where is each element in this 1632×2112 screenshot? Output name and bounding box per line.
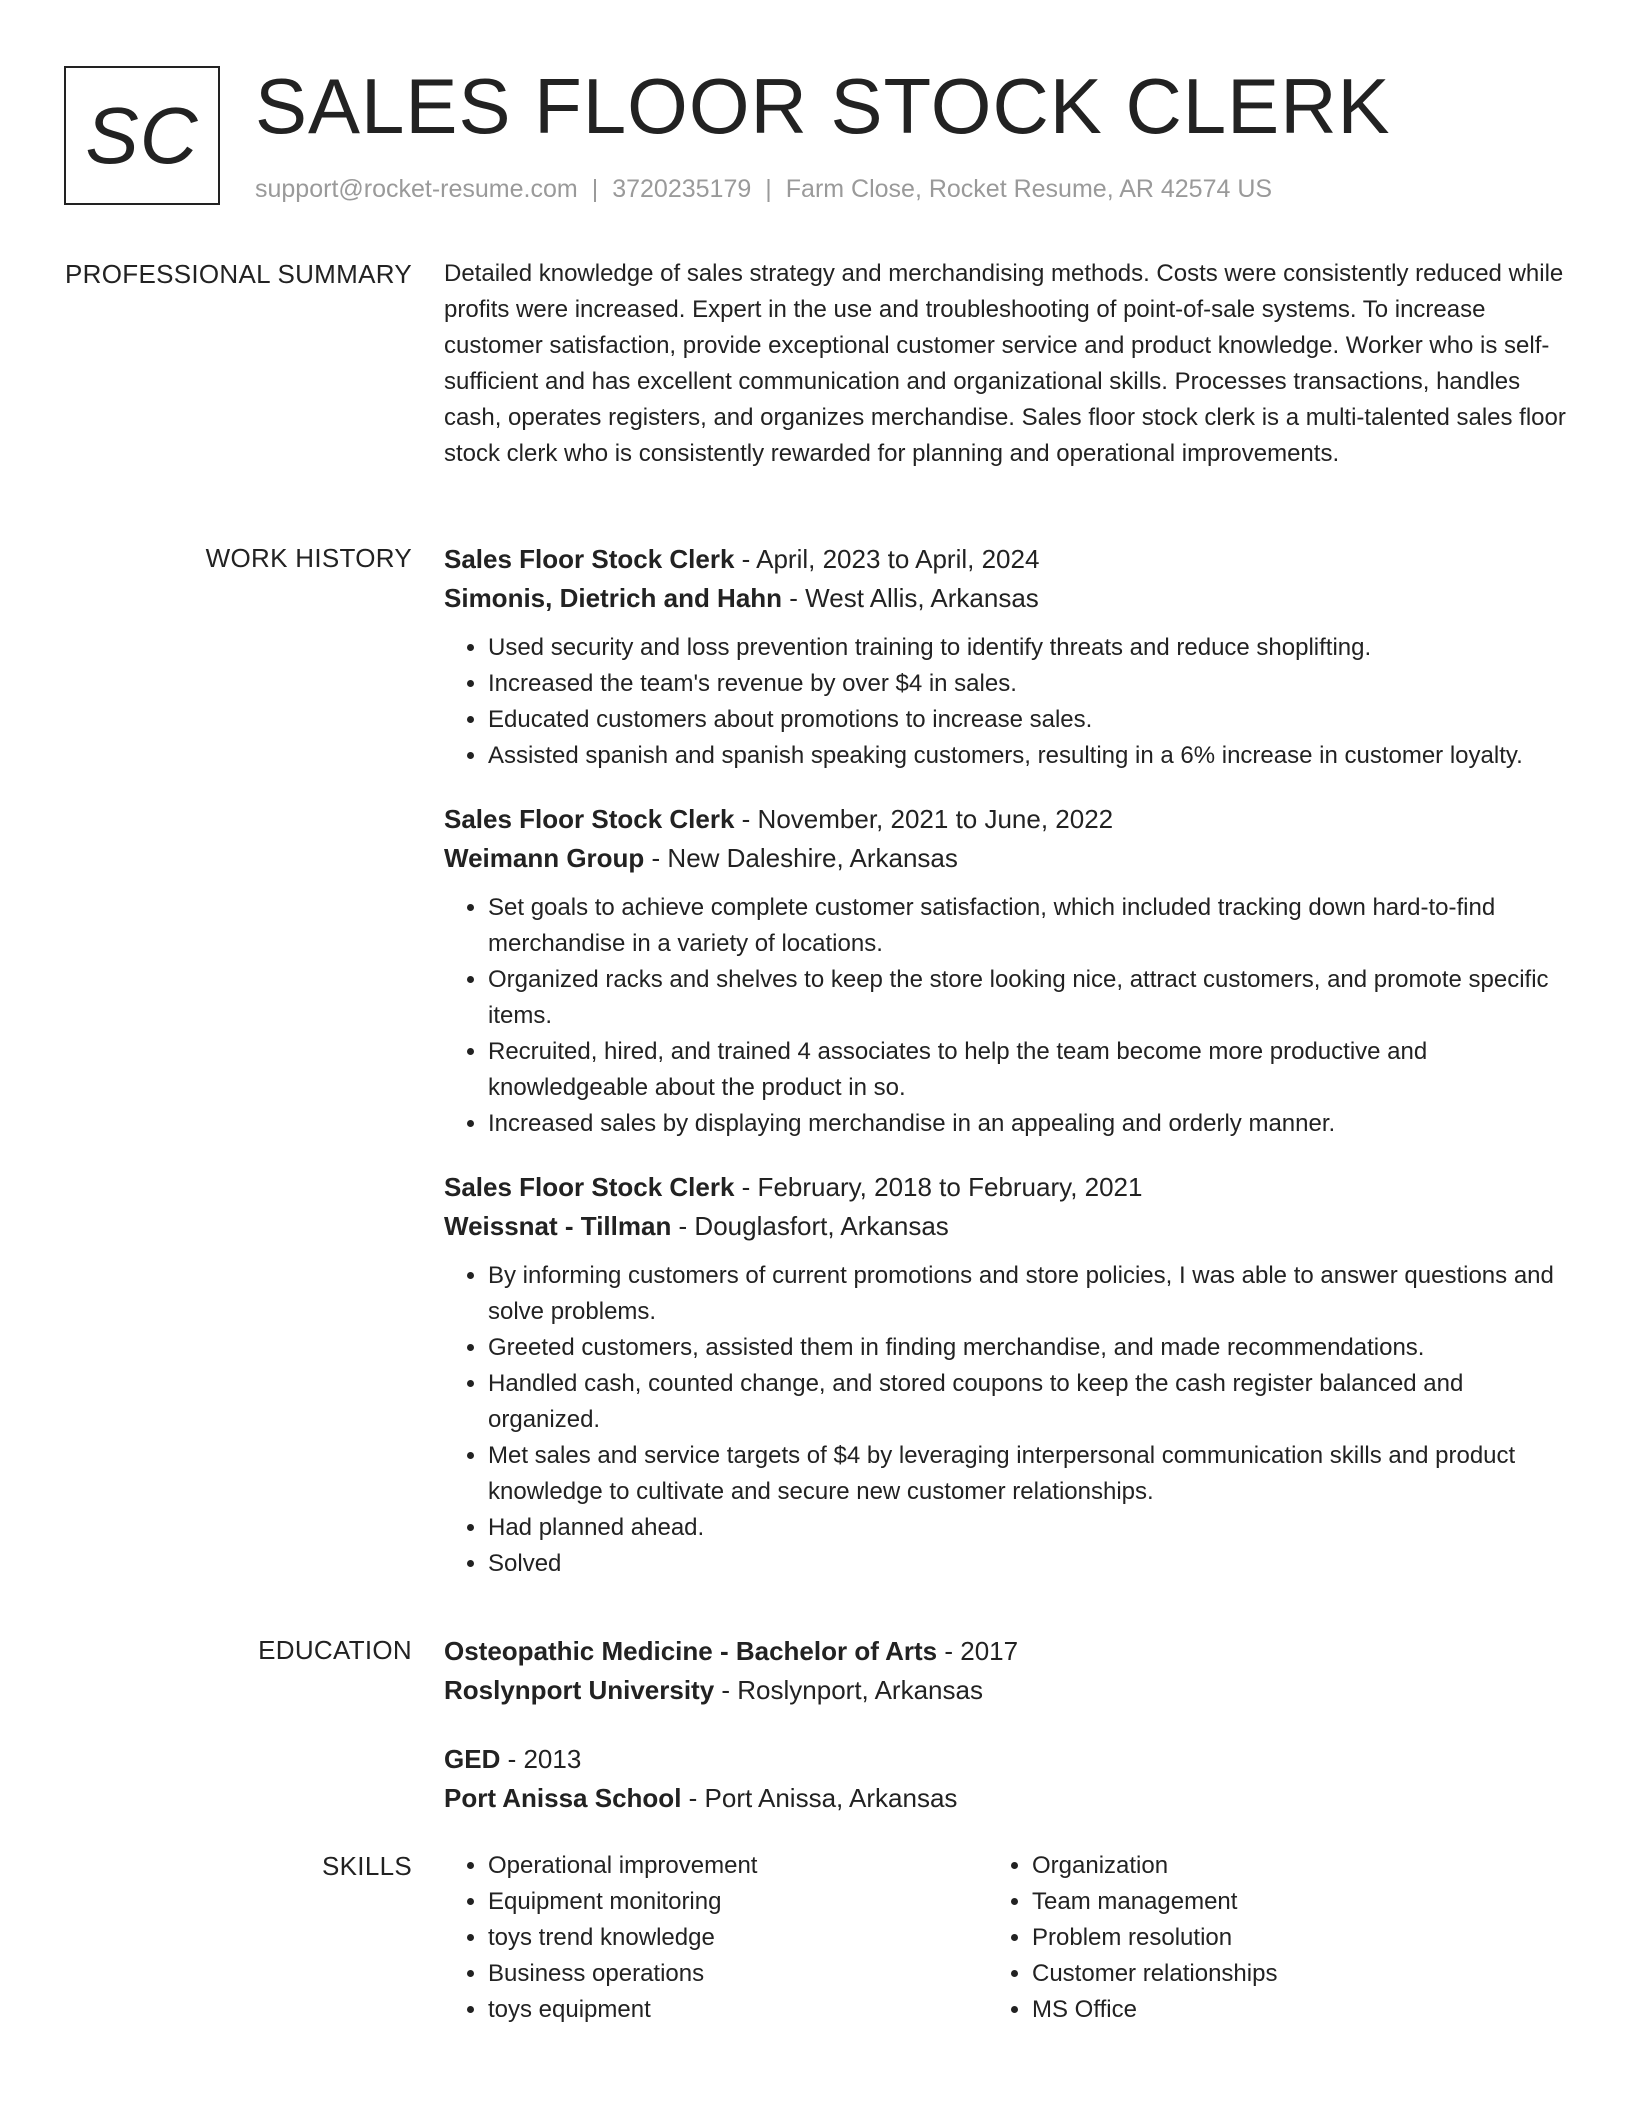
job-bullets bbox=[444, 890, 1568, 1142]
list-item: • Set goals to achieve complete customer satisfaction, which included tracking down hard-to-find merchandise in a variety of locations. bbox=[488, 890, 1568, 962]
contact-email: support@rocket-resume.com bbox=[255, 175, 578, 203]
education-degree: Osteopathic Medicine - Bachelor of Arts bbox=[444, 1636, 938, 1666]
job-location: - West Allis, Arkansas bbox=[782, 583, 1039, 613]
contact-separator: | bbox=[765, 175, 772, 203]
education-entry bbox=[444, 1632, 1568, 1710]
skill-item: • Operational improvement bbox=[488, 1848, 988, 1884]
education-year: - 2017 bbox=[937, 1636, 1019, 1666]
job-title: Sales Floor Stock Clerk bbox=[444, 804, 735, 834]
job-entry bbox=[444, 1168, 1568, 1582]
education-degree: GED bbox=[444, 1744, 501, 1774]
job-bullets bbox=[444, 1258, 1568, 1582]
resume-title: SALES FLOOR STOCK CLERK bbox=[255, 62, 1391, 150]
skill-item: • Equipment monitoring bbox=[488, 1884, 988, 1920]
job-location: - Douglasfort, Arkansas bbox=[671, 1211, 949, 1241]
skill-item: • toys trend knowledge bbox=[488, 1920, 988, 1956]
skills-body bbox=[444, 1848, 1568, 2028]
job-dates: - November, 2021 to June, 2022 bbox=[734, 804, 1114, 834]
section-label-skills: SKILLS bbox=[322, 1851, 412, 1881]
summary-text: Detailed knowledge of sales strategy and merchandising methods. Costs were consistently reduced while profits were increased. Expert in the use and troubleshooting of point-of-sale systems. To increase customer satisfaction, provide exceptional customer service and product knowledge. Worker who is self-sufficient and has excellent communication and organizational skills. Processes transactions, handles cash, operates registers, and organizes merchandise. Sales floor stock clerk is a multi-talented sales floor stock clerk who is consistently rewarded for planning and operational improvements. bbox=[444, 260, 1566, 467]
list-item: • Organized racks and shelves to keep the store looking nice, attract customers, and promote specific items. bbox=[488, 962, 1568, 1034]
education-school: Roslynport University bbox=[444, 1675, 715, 1705]
education-school-line bbox=[444, 1671, 1568, 1710]
skill-item: • Organization bbox=[1032, 1848, 1532, 1884]
list-item: • Increased sales by displaying merchandise in an appealing and orderly manner. bbox=[488, 1106, 1568, 1142]
job-bullets bbox=[444, 630, 1568, 774]
job-company-line bbox=[444, 1207, 1568, 1246]
contact-line bbox=[255, 175, 1272, 204]
list-item: • Handled cash, counted change, and stored coupons to keep the cash register balanced and organized. bbox=[488, 1366, 1568, 1438]
skill-item: • toys equipment bbox=[488, 1992, 988, 2028]
list-item: • Recruited, hired, and trained 4 associates to help the team become more productive and knowledgeable about the product in so. bbox=[488, 1034, 1568, 1106]
section-label-work-history: WORK HISTORY bbox=[205, 543, 412, 573]
job-title-line bbox=[444, 1168, 1568, 1207]
job-company: Weimann Group bbox=[444, 843, 645, 873]
list-item: • Used security and loss prevention training to identify threats and reduce shoplifting. bbox=[488, 630, 1568, 666]
education-body bbox=[444, 1632, 1568, 1848]
skill-item: • MS Office bbox=[1032, 1992, 1532, 2028]
section-label-education: EDUCATION bbox=[258, 1635, 412, 1665]
job-entry bbox=[444, 800, 1568, 1142]
contact-phone: 3720235179 bbox=[612, 175, 752, 203]
list-item: • Solved bbox=[488, 1546, 1568, 1582]
skill-item: • Business operations bbox=[488, 1956, 988, 1992]
work-history-body bbox=[444, 540, 1568, 1608]
skills-columns bbox=[444, 1848, 1568, 2028]
job-company-line bbox=[444, 839, 1568, 878]
skill-item: • Team management bbox=[1032, 1884, 1532, 1920]
education-degree-line bbox=[444, 1740, 1568, 1779]
skills-list-right bbox=[988, 1848, 1532, 2028]
section-label-summary: PROFESSIONAL SUMMARY bbox=[65, 259, 412, 289]
resume-header bbox=[64, 64, 1568, 214]
education-school: Port Anissa School bbox=[444, 1783, 682, 1813]
job-dates: - April, 2023 to April, 2024 bbox=[734, 544, 1040, 574]
job-company-line bbox=[444, 579, 1568, 618]
education-location: - Roslynport, Arkansas bbox=[714, 1675, 983, 1705]
list-item: • Assisted spanish and spanish speaking customers, resulting in a 6% increase in customer loyalty. bbox=[488, 738, 1568, 774]
list-item: • Increased the team's revenue by over $4 in sales. bbox=[488, 666, 1568, 702]
skills-list-left bbox=[444, 1848, 988, 2028]
skill-item: • Problem resolution bbox=[1032, 1920, 1532, 1956]
list-item: • Met sales and service targets of $4 by leveraging interpersonal communication skills and product knowledge to cultivate and secure new customer relationships. bbox=[488, 1438, 1568, 1510]
education-school-line bbox=[444, 1779, 1568, 1818]
job-title-line bbox=[444, 540, 1568, 579]
contact-separator: | bbox=[591, 175, 599, 203]
job-dates: - February, 2018 to February, 2021 bbox=[734, 1172, 1143, 1202]
job-company: Simonis, Dietrich and Hahn bbox=[444, 583, 783, 613]
education-entry bbox=[444, 1740, 1568, 1818]
list-item: • Educated customers about promotions to increase sales. bbox=[488, 702, 1568, 738]
job-location: - New Daleshire, Arkansas bbox=[644, 843, 958, 873]
education-degree-line bbox=[444, 1632, 1568, 1671]
summary-body bbox=[444, 256, 1568, 472]
list-item: • Greeted customers, assisted them in finding merchandise, and made recommendations. bbox=[488, 1330, 1568, 1366]
job-title: Sales Floor Stock Clerk bbox=[444, 1172, 735, 1202]
education-year: - 2013 bbox=[500, 1744, 582, 1774]
job-title-line bbox=[444, 800, 1568, 839]
skill-item: • Customer relationships bbox=[1032, 1956, 1532, 1992]
contact-address: Farm Close, Rocket Resume, AR 42574 US bbox=[785, 175, 1273, 203]
job-company: Weissnat - Tillman bbox=[444, 1211, 672, 1241]
monogram-logo: SC bbox=[64, 66, 220, 205]
list-item: • Had planned ahead. bbox=[488, 1510, 1568, 1546]
job-entry bbox=[444, 540, 1568, 774]
education-location: - Port Anissa, Arkansas bbox=[681, 1783, 958, 1813]
list-item: • By informing customers of current promotions and store policies, I was able to answer questions and solve problems. bbox=[488, 1258, 1568, 1330]
job-title: Sales Floor Stock Clerk bbox=[444, 544, 735, 574]
